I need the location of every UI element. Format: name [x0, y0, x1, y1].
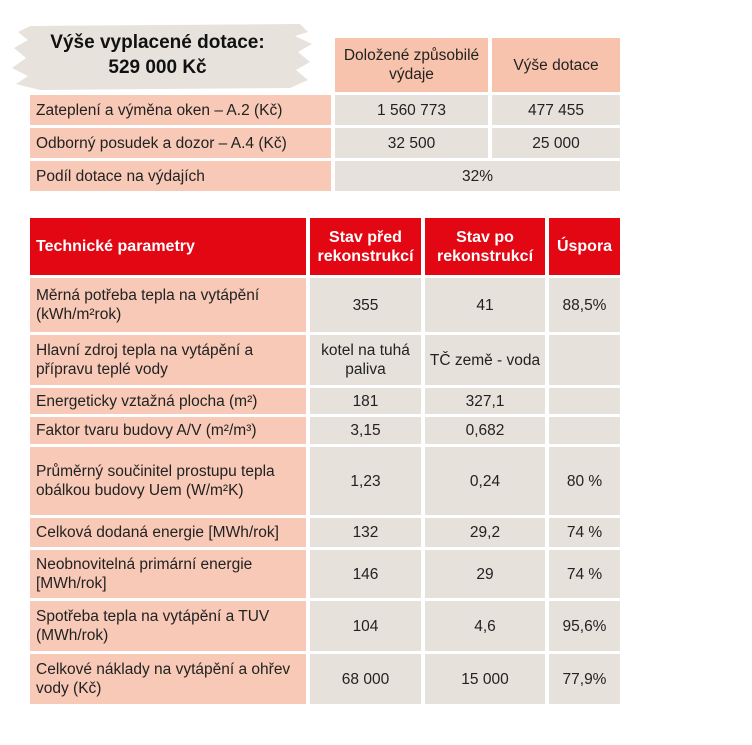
row-label: Neobnovitelná primární energie [MWh/rok]	[30, 550, 306, 598]
cell-value: 181	[310, 388, 421, 414]
cell-value: 25 000	[492, 128, 620, 158]
cell-value: 68 000	[310, 654, 421, 704]
row-label: Faktor tvaru budovy A/V (m²/m³)	[30, 417, 306, 444]
cell-value: 80 %	[549, 447, 620, 515]
cell-value: 104	[310, 601, 421, 651]
cell-value: 15 000	[425, 654, 545, 704]
row-label: Celkové náklady na vytápění a ohřev vody (Kč)	[30, 654, 306, 704]
row-label: Hlavní zdroj tepla na vytápění a přípravu teplé vody	[30, 335, 306, 385]
header-savings: Úspora	[549, 218, 620, 275]
cell-value	[549, 335, 620, 385]
subsidy-title: Výše vyplacené dotace:	[50, 32, 265, 53]
cell-value: 77,9%	[549, 654, 620, 704]
cell-value: 477 455	[492, 95, 620, 125]
header-empty	[30, 38, 331, 92]
cell-value: 29	[425, 550, 545, 598]
row-label: Energeticky vztažná plocha (m²)	[30, 388, 306, 414]
header-technical-parameters: Technické parametry	[30, 218, 306, 275]
costs-table	[30, 38, 620, 191]
cell-value: TČ země - voda	[425, 335, 545, 385]
header-subsidy-amount: Výše dotace	[492, 38, 620, 92]
cell-value: kotel na tuhá paliva	[310, 335, 421, 385]
cell-value: 29,2	[425, 518, 545, 547]
cell-value: 95,6%	[549, 601, 620, 651]
row-label: Celková dodaná energie [MWh/rok]	[30, 518, 306, 547]
cell-value: 4,6	[425, 601, 545, 651]
cell-value: 32 500	[335, 128, 488, 158]
cell-value: 88,5%	[549, 278, 620, 332]
row-label: Spotřeba tepla na vytápění a TUV (MWh/rok)	[30, 601, 306, 651]
cell-value	[549, 388, 620, 414]
header-before: Stav před rekonstrukcí	[310, 218, 421, 275]
cell-value: 74 %	[549, 518, 620, 547]
row-label: Odborný posudek a dozor – A.4 (Kč)	[30, 128, 331, 158]
row-label: Měrná potřeba tepla na vytápění (kWh/m²rok)	[30, 278, 306, 332]
cell-value: 0,24	[425, 447, 545, 515]
row-label: Průměrný součinitel prostupu tepla obálkou budovy Uem (W/m²K)	[30, 447, 306, 515]
technical-parameters-table	[30, 218, 620, 704]
cell-value: 132	[310, 518, 421, 547]
header-after: Stav po rekonstrukcí	[425, 218, 545, 275]
cell-value: 1,23	[310, 447, 421, 515]
header-eligible-costs: Doložené způsobilé výdaje	[335, 38, 488, 92]
share-value: 32%	[335, 161, 620, 191]
cell-value: 327,1	[425, 388, 545, 414]
cell-value: 355	[310, 278, 421, 332]
row-label: Zateplení a výměna oken – A.2 (Kč)	[30, 95, 331, 125]
cell-value: 41	[425, 278, 545, 332]
cell-value: 3,15	[310, 417, 421, 444]
cell-value	[549, 417, 620, 444]
cell-value: 1 560 773	[335, 95, 488, 125]
cell-value: 74 %	[549, 550, 620, 598]
subsidy-amount: 529 000 Kč	[108, 57, 207, 78]
cell-value: 0,682	[425, 417, 545, 444]
share-label: Podíl dotace na výdajích	[30, 161, 331, 191]
cell-value: 146	[310, 550, 421, 598]
